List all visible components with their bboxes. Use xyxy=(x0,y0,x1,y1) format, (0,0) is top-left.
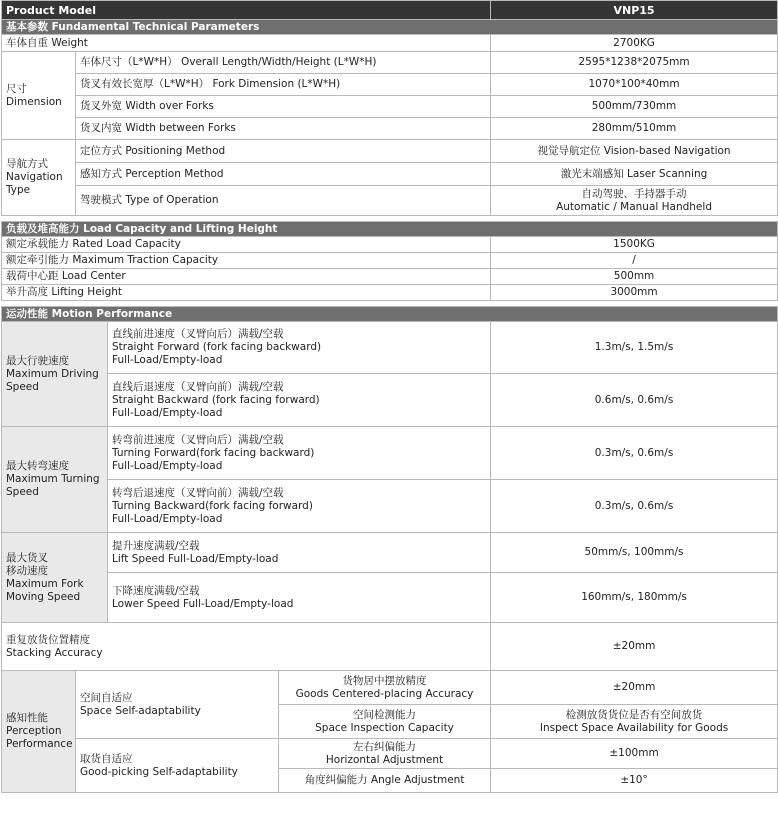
navigation-group-label: 导航方式 Navigation Type xyxy=(2,140,76,216)
space-group-label: 空间自适应 Space Self-adaptability xyxy=(76,671,279,739)
row-load-center: 载荷中心距 Load Center 500mm xyxy=(2,269,778,285)
section-fundamental: 基本参数 Fundamental Technical Parameters xyxy=(2,20,778,35)
row-centered-placing: 感知性能 Perception Performance 空间自适应 Space Self-adaptability 货物居中摆放精度 Goods Centered-placing Accuracy ±20mm xyxy=(2,671,778,705)
picking-group-label: 取货自适应 Good-picking Self-adaptability xyxy=(76,739,279,793)
row-turning-backward: 转弯后退速度（叉臂向前）满载/空载 Turning Backward(fork facing forward) Full-Load/Empty-load 0.3m/s, 0.6m/s xyxy=(2,480,778,533)
section-load: 负载及堆高能力 Load Capacity and Lifting Height xyxy=(2,222,778,237)
row-rated-load: 额定承载能力 Rated Load Capacity 1500KG xyxy=(2,237,778,253)
section-motion: 运动性能 Motion Performance xyxy=(2,307,778,322)
model-value: VNP15 xyxy=(491,1,778,20)
dimension-group-label: 尺寸 Dimension xyxy=(2,52,76,140)
row-overall: 尺寸 Dimension 车体尺寸（L*W*H） Overall Length/Width/Height (L*W*H) 2595*1238*2075mm xyxy=(2,52,778,74)
row-horizontal-adjustment: 取货自适应 Good-picking Self-adaptability 左右纠偏能力 Horizontal Adjustment ±100mm xyxy=(2,739,778,769)
row-lifting-height: 举升高度 Lifting Height 3000mm xyxy=(2,285,778,301)
spec-table xyxy=(1,0,778,793)
driving-group-label: 最大行驶速度 Maximum Driving Speed xyxy=(2,322,108,427)
row-weight: 车体自重 Weight 2700KG xyxy=(2,35,778,52)
row-traction: 额定牵引能力 Maximum Traction Capacity / xyxy=(2,253,778,269)
row-space-inspection: 空间检测能力 Space Inspection Capacity 检测放货货位是否有空间放货 Inspect Space Availability for Goods xyxy=(2,705,778,739)
row-perception: 感知方式 Perception Method 激光末端感知 Laser Scanning xyxy=(2,163,778,186)
row-operation: 驾驶模式 Type of Operation 自动驾驶、手持器手动 Automatic / Manual Handheld xyxy=(2,186,778,216)
row-fork-dimension: 货叉有效长宽厚（L*W*H） Fork Dimension (L*W*H) 1070*100*40mm xyxy=(2,74,778,96)
row-straight-forward: 最大行驶速度 Maximum Driving Speed 直线前进速度（叉臂向后）满载/空载 Straight Forward (fork facing backward) Full-Load/Empty-load 1.3m/s, 1.5m/s xyxy=(2,322,778,374)
row-width-between-forks: 货叉内宽 Width between Forks 280mm/510mm xyxy=(2,118,778,140)
row-angle-adjustment: 角度纠偏能力 Angle Adjustment ±10° xyxy=(2,769,778,793)
row-stacking-accuracy: 重复放货位置精度 Stacking Accuracy ±20mm xyxy=(2,623,778,671)
perception-group-label: 感知性能 Perception Performance xyxy=(2,671,76,793)
row-width-over-forks: 货叉外宽 Width over Forks 500mm/730mm xyxy=(2,96,778,118)
row-turning-forward: 最大转弯速度 Maximum Turning Speed 转弯前进速度（叉臂向后）满载/空载 Turning Forward(fork facing backward) Full-Load/Empty-load 0.3m/s, 0.6m/s xyxy=(2,427,778,480)
row-lower-speed: 下降速度满载/空载 Lower Speed Full-Load/Empty-load 160mm/s, 180mm/s xyxy=(2,573,778,623)
row-positioning: 导航方式 Navigation Type 定位方式 Positioning Method 视觉导航定位 Vision-based Navigation xyxy=(2,140,778,163)
row-lift-speed: 最大货叉 移动速度 Maximum Fork Moving Speed 提升速度满载/空载 Lift Speed Full-Load/Empty-load 50mm/s, 100mm/s xyxy=(2,533,778,573)
fork-group-label: 最大货叉 移动速度 Maximum Fork Moving Speed xyxy=(2,533,108,623)
row-straight-backward: 直线后退速度（叉臂向前）满载/空载 Straight Backward (fork facing forward) Full-Load/Empty-load 0.6m/s, 0.6m/s xyxy=(2,374,778,427)
model-label: Product Model xyxy=(2,1,491,20)
header-row xyxy=(2,1,778,20)
turning-group-label: 最大转弯速度 Maximum Turning Speed xyxy=(2,427,108,533)
